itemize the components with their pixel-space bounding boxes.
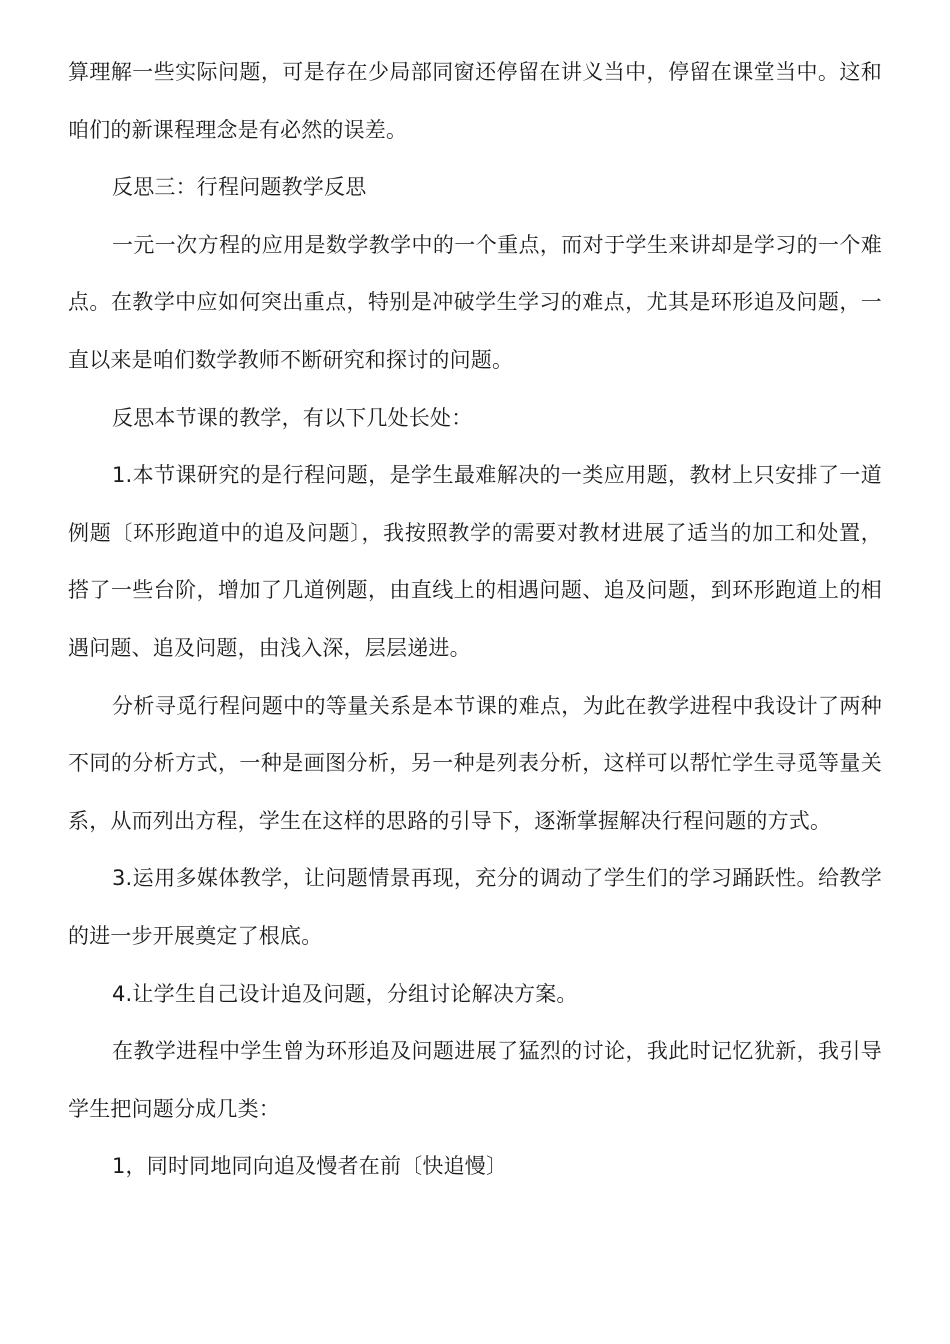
paragraph: 3.运用多媒体教学，让问题情景再现，充分的调动了学生们的学习踊跃性。给教学的进一步开展奠定了根底。 xyxy=(68,866,882,948)
paragraph: 一元一次方程的应用是数学教学中的一个重点，而对于学生来讲却是学习的一个难点。在教学中应如何突出重点，特别是冲破学生学习的难点，尤其是环形追及问题，一直以来是咱们数学教师不断研究和探讨的问题。 xyxy=(68,232,882,372)
paragraph: 反思本节课的教学，有以下几处长处： xyxy=(112,405,473,430)
paragraph: 分析寻觅行程问题中的等量关系是本节课的难点，为此在教学进程中我设计了两种不同的分析方式，一种是画图分析，另一种是列表分析，这样可以帮忙学生寻觅等量关系，从而列出方程，学生在这样的思路的引导下，逐渐掌握解决行程问题的方式。 xyxy=(68,693,882,833)
paragraph: 4.让学生自己设计追及问题，分组讨论解决方案。 xyxy=(112,981,578,1006)
paragraph-continuation: 算理解一些实际问题，可是存在少局部同窗还停留在讲义当中，停留在课堂当中。这和咱们的新课程理念是有必然的误差。 xyxy=(68,60,882,142)
paragraph: 在教学进程中学生曾为环形追及问题进展了猛烈的讨论，我此时记忆犹新，我引导学生把问题分成几类： xyxy=(68,1039,882,1121)
section-heading: 反思三：行程问题教学反思 xyxy=(112,175,367,200)
paragraph: 1.本节课研究的是行程问题，是学生最难解决的一类应用题，教材上只安排了一道例题〔环形跑道中的追及问题〕，我按照教学的需要对教材进展了适当的加工和处置，搭了一些台阶，增加了几道例题，由直线上的相遇问题、追及问题，到环形跑道上的相遇问题、追及问题，由浅入深，层层递进。 xyxy=(68,463,882,660)
paragraph: 1，同时同地同向追及慢者在前〔快追慢〕 xyxy=(112,1154,508,1179)
document-body xyxy=(68,44,882,1196)
